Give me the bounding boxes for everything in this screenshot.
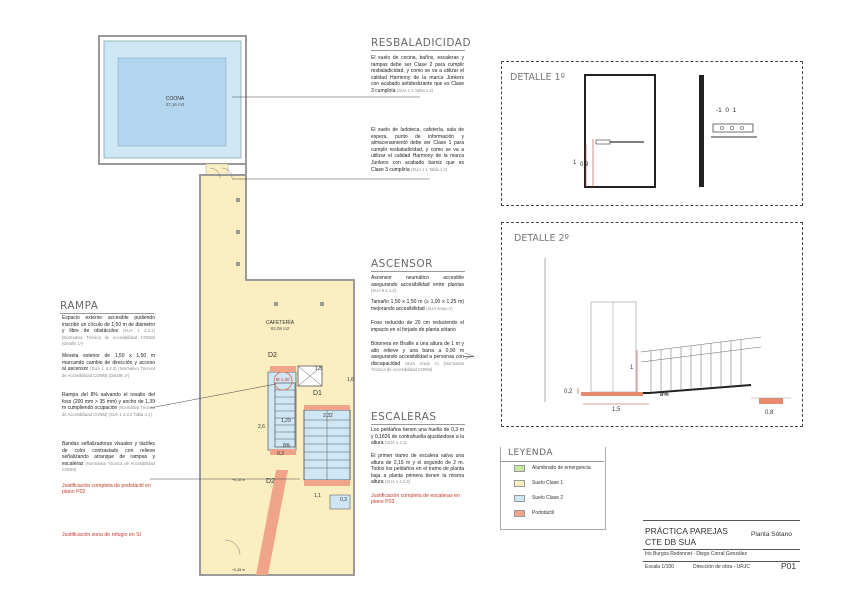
escaleras-justification: Justificación completa de escaleras en plano P03: [371, 493, 460, 505]
dim-1-29: 1,29: [281, 418, 291, 424]
door-d1-label: D1: [313, 390, 322, 397]
escaleras-p1-text: Los peldaños tienen una huella de 0,3 m y 0,1826 de contrahuella ajustándose a la altura: [371, 427, 464, 447]
resbaladicidad-p1: [371, 55, 464, 95]
rampa-justification-refugio: Justificación zona de refugio en SI: [62, 532, 142, 538]
legend-title: LEYENDA: [508, 448, 554, 458]
dim-1-5: 1,5: [315, 366, 322, 372]
ascensor-p1-ref: (SUA 9 1 1.2): [371, 288, 397, 294]
resbaladicidad-p1-text: El suelo de cocina, baños, escaleras y rampas debe ser Clase 2 para cumplir resbaladicidad, y como se va a utilizar el calidad Harmony de la marca Junkers con acabado antideslizante que es Clase 3 cumpliría: [371, 55, 464, 94]
ascensor-p4: [371, 341, 464, 374]
escaleras-rule: [371, 424, 465, 425]
legend-panel: [500, 447, 606, 530]
rampa-p3-ref: (Normativa Técnica de Accesibilidad CONM) (SUA 1 4.3.2 Tabla 4.1): [62, 405, 155, 417]
escaleras-title: ESCALERAS: [371, 411, 437, 423]
dim-0-3-right: 0,3: [340, 497, 347, 503]
ascensor-p3: [371, 320, 464, 333]
rampa-p2-text: Meseta exterior de 1,50 x 1,50 m marcando cambio de dirección y acceso al ascensor: [62, 353, 155, 373]
sheet-number: P01: [781, 561, 797, 571]
pool-label: [150, 96, 200, 107]
escaleras-p2-ref: (SUA 1 4.2.2): [384, 479, 411, 485]
ascensor-p1: [371, 275, 464, 295]
legend-item-label: Suelo Clase 1: [532, 480, 564, 486]
resbaladicidad-title: RESBALADICIDAD: [371, 37, 472, 49]
dim-1-1: 1,1: [314, 493, 321, 499]
detail-2-dim-1: 1: [630, 365, 634, 371]
ascensor-p3-text: Foso reducido de 20 cm reduciendo el impacto en el forjado de planta sótano: [371, 320, 464, 333]
direction: Dirección de obra - URJC: [693, 564, 750, 570]
authors: Iris Burgos Redonnet - Diego Corral González: [645, 551, 747, 557]
detail-1-drawing: [501, 61, 801, 204]
ascensor-title: ASCENSOR: [371, 258, 433, 270]
cafe-name: CAFETERÍA: [265, 320, 295, 326]
legend-item-label: Suelo Clase 2: [532, 495, 564, 501]
rampa-p1: [62, 315, 155, 348]
escaleras-p1-ref: (SUA 1 4.1): [384, 440, 407, 446]
rampa-p2-ref: (SUA 1 4.2.3) (Normativa Técnica de Accesibilidad CONM) (Detalle 1º): [62, 366, 156, 378]
pool-name: COONA: [165, 96, 185, 102]
ascensor-rule: [371, 271, 465, 272]
door-d2-bottom-label: D2: [266, 478, 275, 485]
detail-2-drawing: [501, 222, 801, 425]
detail-2-pct: 8%: [660, 392, 669, 398]
legend-swatch: [514, 495, 525, 502]
resbaladicidad-p1-ref: (SUA 1 1 Tabla 1.2): [396, 87, 434, 93]
escaleras-p2: [371, 453, 464, 486]
scale-label: Escala: [645, 564, 661, 570]
rampa-p1-text: Espacio exterior accesible pudiendo inscribir un círculo de 1,50 m de diámetro y libre de obstáculos: [62, 315, 155, 335]
resbaladicidad-p2: [371, 127, 464, 173]
legend-swatch: [514, 510, 525, 517]
ascensor-p2-text: Tamaño 1,50 x 1,50 m (≥ 1,00 x 1,25 m) mejorando accesibilidad: [371, 299, 464, 312]
dim-8pct: 8%: [283, 443, 291, 449]
detail-1-braille: -1 0 1: [716, 107, 737, 114]
scale-value: 1/100: [661, 564, 674, 570]
detail-2-dim-02: 0,2: [564, 389, 573, 395]
detail-1-dim-09: 0,9: [580, 162, 589, 168]
pool-area: 37,16 m2: [165, 102, 185, 107]
ascensor-p2: [371, 299, 464, 312]
legend-item-label: Podotáctil: [532, 510, 554, 516]
dim-2-6: 2,6: [258, 424, 265, 430]
title-rule-1: [643, 549, 800, 550]
cafe-label: [255, 320, 305, 331]
rampa-p4: [62, 441, 155, 474]
resbaladicidad-p2-ref: (SUA 1 1 Tabla 1.2): [411, 166, 448, 172]
legend-item-label: Alumbrado de emergencia: [532, 465, 591, 471]
ascensor-p4-text: Botonera en Braille a una altura de 1 m y alto relieve y una barra a 0,90 m asegurando accesibilidad a personas con discapacidad: [371, 341, 464, 367]
level-note-2: +0,28 m: [232, 568, 246, 572]
rampa-p1-ref: (SUA 1 4.2.1) (Normativa Técnica de Accesibilidad CONM) (Detalle 1º): [62, 328, 156, 347]
plant-name: Planta Sótano: [751, 531, 792, 538]
title-rule-2: [643, 561, 800, 562]
ascensor-p4-ref: (SUA Anejo A) (Normativa Técnica de Accesibilidad CONM): [371, 360, 464, 373]
dim-0-3-left: 0,3: [277, 451, 284, 457]
door-d2-top-label: D2: [268, 352, 277, 359]
detail-arrow-line: [464, 356, 474, 357]
title-line1: PRÁCTICA PAREJAS: [645, 526, 728, 536]
rampa-rule: [60, 313, 154, 314]
title-line2: CTE DB SUA: [645, 537, 697, 547]
legend-swatch: [514, 465, 525, 472]
ascensor-p2-ref: (SUA Anejo A): [426, 305, 453, 311]
dim-2-32: 2,32: [323, 413, 333, 419]
rampa-p4-text: Bandas señalizadoras visuales y táctiles de color contrastado con relieve señalizando arranque de rampas y escaleras: [62, 441, 155, 467]
resbaladicidad-rule: [371, 50, 465, 51]
ascensor-p1-text: Ascensor neumático accesible asegurando accesibilidad entre plantas: [371, 275, 464, 288]
dim-circle: Ø 1,20: [276, 377, 290, 382]
legend-rule: [500, 461, 604, 462]
rampa-p2: [62, 353, 155, 379]
dim-1-6: 1,6: [347, 377, 354, 383]
detail-2-title: DETALLE 2º: [514, 233, 570, 244]
cafe-area: 83,08 m2: [270, 326, 290, 331]
rampa-p3: [62, 392, 155, 418]
rampa-p3-text: Rampa del 8% salvando el resalto del foso (200 mm > 35 mm) y ancho de 1,39 m cumpliendo ocupación: [62, 392, 155, 412]
rampa-justification-podotactil: Justificación completa de podotáctil en plano P02: [62, 483, 151, 495]
escaleras-p2-text: El primer tramo de escalera salva una altura de 2,19 m y el segundo de 2 m. Todos los peldaños en el tramo de planta baja a planta primera tienen la misma altura: [371, 453, 464, 486]
level-note: +0,10 m: [232, 478, 246, 482]
scale-row: [645, 564, 674, 570]
escaleras-p1: [371, 427, 464, 447]
detail-1-dim-1: 1: [573, 160, 577, 166]
detail-1-title: DETALLE 1º: [510, 72, 566, 83]
rampa-title: RAMPA: [60, 300, 99, 312]
legend-swatch: [514, 480, 525, 487]
detail-2-dim-08: 0,8: [765, 410, 774, 416]
detail-2-dim-15: 1,5: [612, 407, 621, 413]
rampa-p4-ref: (Normativa Técnica de Accesibilidad CONM): [62, 460, 156, 473]
resbaladicidad-p2-text: El suelo de ludoteca, cafetería, sala de espera, punto de información y almacenamiento debe ser Clase 1 para cumplir resbaladicidad, y como se va a utilizar el calidad Harmony de la marca Junkers con acabado barniz que es Clase 3 cumpliría: [371, 127, 464, 173]
